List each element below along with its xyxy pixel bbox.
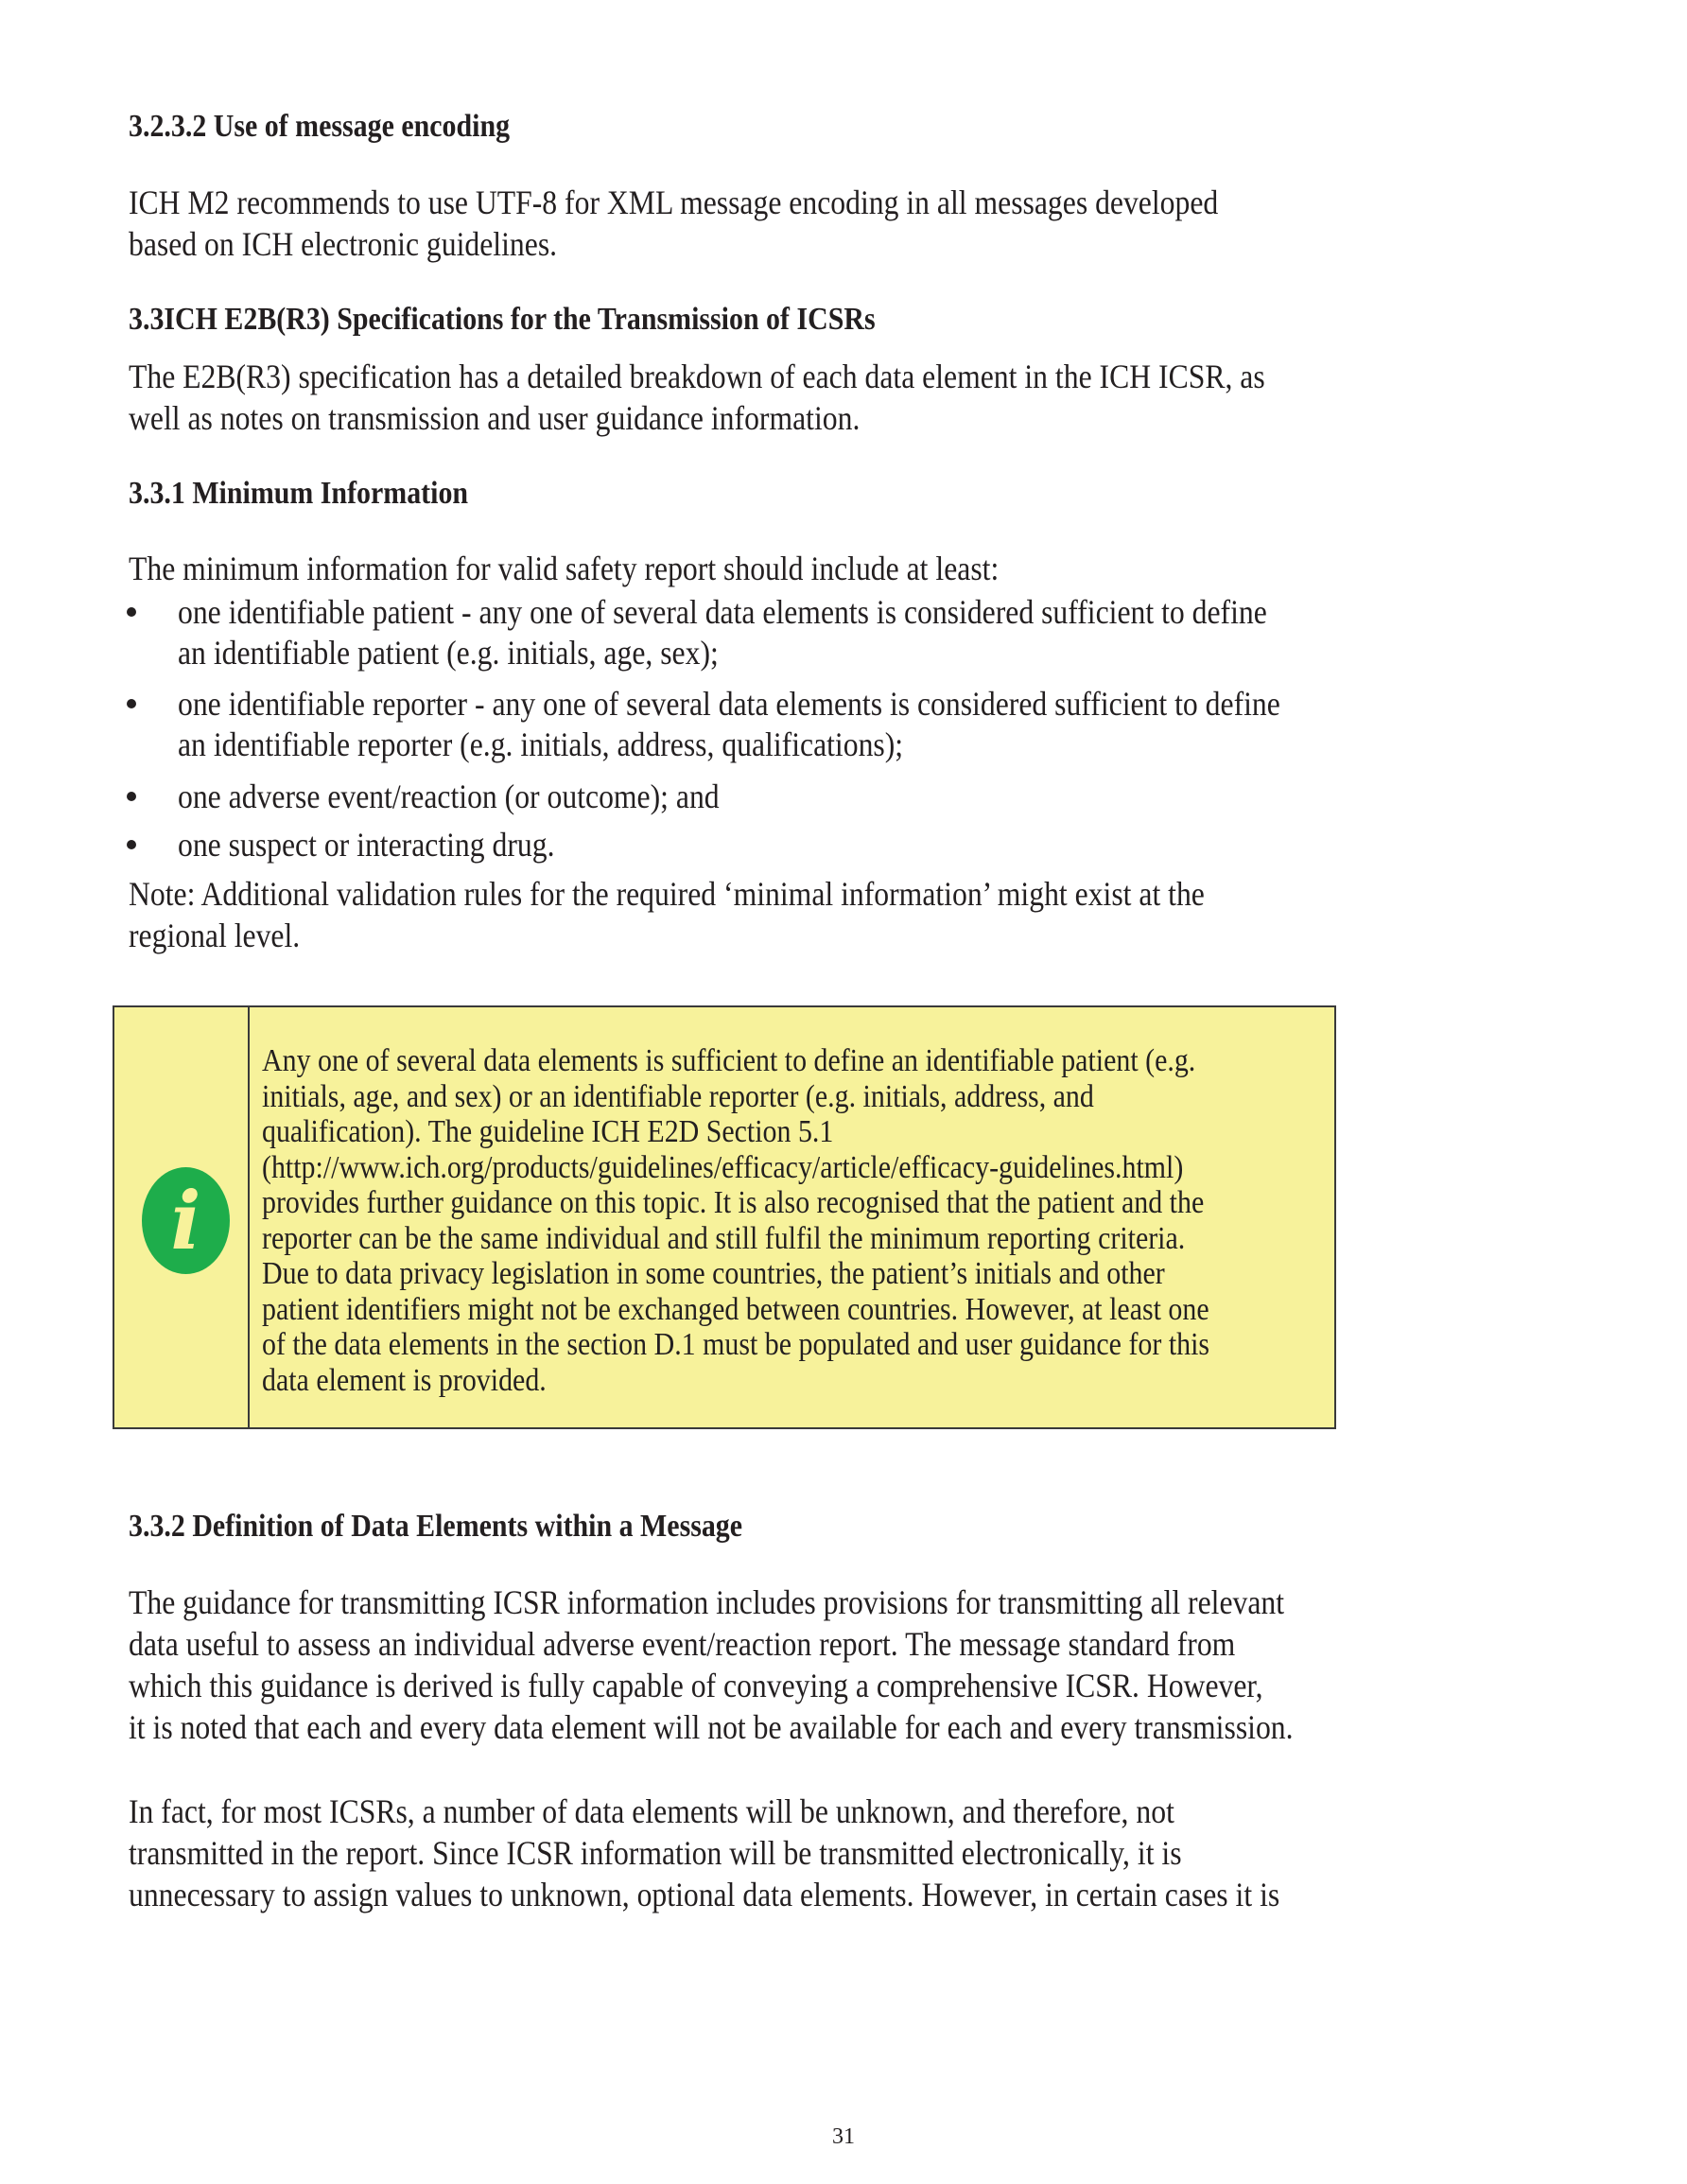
bullet-item-cont: an identifiable patient (e.g. initials, age, sex); xyxy=(178,634,719,672)
paragraph-line: based on ICH electronic guidelines. xyxy=(129,225,558,263)
info-box xyxy=(113,1005,1336,1429)
info-line: (http://www.ich.org/products/guidelines/efficacy/article/efficacy-guidelines.html) xyxy=(262,1149,1184,1185)
note-line: Note: Additional validation rules for the required ‘minimal information’ might exist at the xyxy=(129,875,1205,913)
bullet-icon xyxy=(127,840,136,849)
bullet-item: one identifiable patient - any one of several data elements is considered sufficient to define xyxy=(178,593,1267,631)
info-line: provides further guidance on this topic. It is also recognised that the patient and the xyxy=(262,1185,1205,1220)
info-line: Any one of several data elements is sufficient to define an identifiable patient (e.g. xyxy=(262,1043,1196,1078)
bullet-icon xyxy=(127,607,136,617)
paragraph-line: ICH M2 recommends to use UTF-8 for XML message encoding in all messages developed xyxy=(129,183,1219,221)
info-line: Due to data privacy legislation in some countries, the patient’s initials and other xyxy=(262,1256,1165,1291)
note-line: regional level. xyxy=(129,917,301,954)
paragraph-line: data useful to assess an individual adverse event/reaction report. The message standard from xyxy=(129,1625,1236,1663)
info-line: of the data elements in the section D.1 must be populated and user guidance for this xyxy=(262,1327,1210,1362)
bullet-item: one suspect or interacting drug. xyxy=(178,826,555,864)
bullet-item: one identifiable reporter - any one of several data elements is considered sufficient to define xyxy=(178,685,1280,723)
bullet-icon xyxy=(127,699,136,708)
info-line: data element is provided. xyxy=(262,1362,547,1398)
info-line: patient identifiers might not be exchanged between countries. However, at least one xyxy=(262,1291,1209,1327)
paragraph-line: The E2B(R3) specification has a detailed breakdown of each data element in the ICH ICSR, as xyxy=(129,358,1265,395)
paragraph-line: it is noted that each and every data element will not be available for each and every transmission. xyxy=(129,1708,1294,1746)
paragraph-line: well as notes on transmission and user guidance information. xyxy=(129,399,861,437)
info-line: initials, age, and sex) or an identifiable reporter (e.g. initials, address, and xyxy=(262,1078,1094,1114)
info-line: reporter can be the same individual and still fulfil the minimum reporting criteria. xyxy=(262,1220,1186,1256)
bullet-icon xyxy=(127,792,136,801)
heading-3-3: 3.3ICH E2B(R3) Specifications for the Transmission of ICSRs xyxy=(129,302,876,337)
paragraph-line: which this guidance is derived is fully capable of conveying a comprehensive ICSR. However, xyxy=(129,1667,1263,1704)
heading-3-2-3-2: 3.2.3.2 Use of message encoding xyxy=(129,109,511,144)
heading-3-3-1: 3.3.1 Minimum Information xyxy=(129,476,469,511)
paragraph-line: In fact, for most ICSRs, a number of data elements will be unknown, and therefore, not xyxy=(129,1792,1174,1830)
bullet-item-cont: an identifiable reporter (e.g. initials, address, qualifications); xyxy=(178,725,904,763)
paragraph-line: The guidance for transmitting ICSR information includes provisions for transmitting all relevant xyxy=(129,1583,1285,1621)
bullet-item: one adverse event/reaction (or outcome); and xyxy=(178,778,720,815)
info-icon: i xyxy=(142,1167,230,1274)
info-line: qualification). The guideline ICH E2D Section 5.1 xyxy=(262,1114,834,1149)
intro-text: The minimum information for valid safety report should include at least: xyxy=(129,550,1000,587)
paragraph-line: unnecessary to assign values to unknown, optional data elements. However, in certain cases it is xyxy=(129,1876,1280,1913)
page-number: 31 xyxy=(832,2124,855,2149)
heading-3-3-2: 3.3.2 Definition of Data Elements within a Message xyxy=(129,1509,743,1544)
paragraph-line: transmitted in the report. Since ICSR information will be transmitted electronically, it is xyxy=(129,1834,1182,1872)
box-divider xyxy=(248,1007,250,1427)
